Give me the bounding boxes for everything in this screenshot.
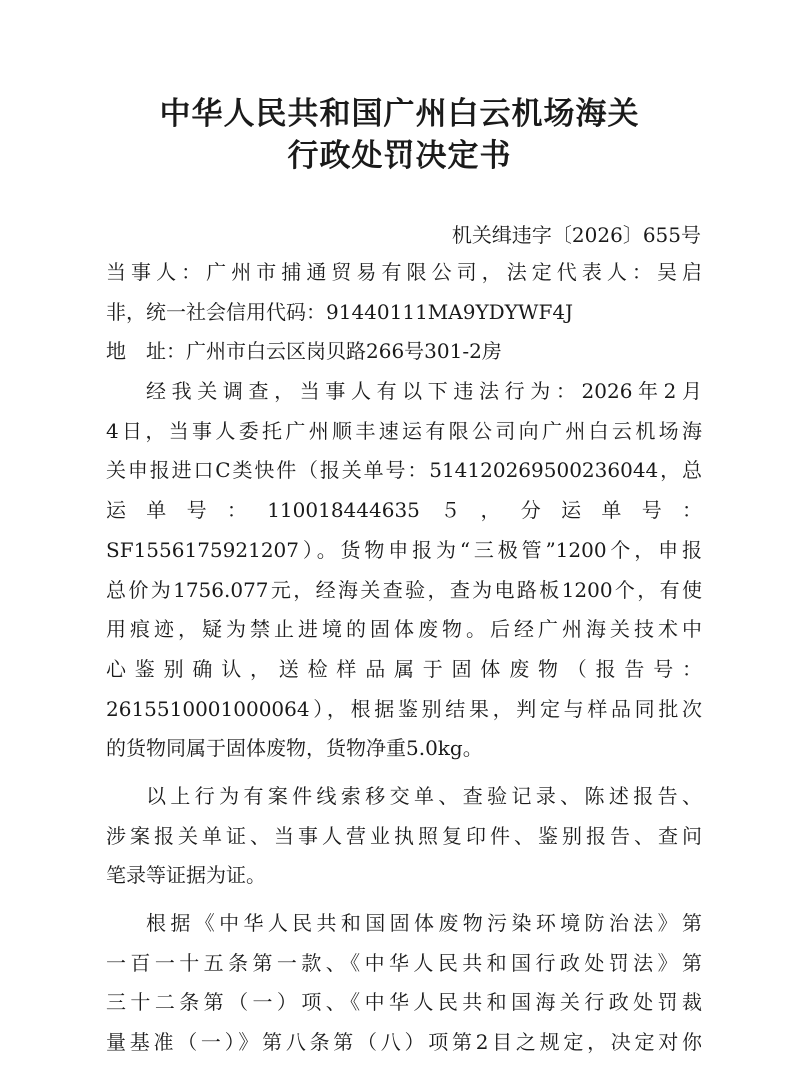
facts-paragraph-line: 总价为1756.077元，经海关查验，查为电路板1200个，有使 bbox=[106, 577, 702, 602]
facts-paragraph-line: 运单号：110018444635５，分运单号： bbox=[106, 498, 702, 523]
evidence-paragraph-line: 以上行为有案件线索移交单、查验记录、陈述报告、 bbox=[146, 783, 702, 808]
party-address-line: 地 址：广州市白云区岗贝路266号301-2房 bbox=[106, 339, 502, 364]
document-number: 机关缉违字〔2026〕655号 bbox=[451, 223, 701, 247]
legal-basis-paragraph-line: 根据《中华人民共和国固体废物污染环境防治法》第 bbox=[146, 911, 702, 935]
facts-paragraph-line: 经我关调查，当事人有以下违法行为：2026年2月 bbox=[146, 379, 702, 404]
facts-paragraph-line: 用痕迹，疑为禁止进境的固体废物。后经广州海关技术中 bbox=[106, 617, 702, 642]
facts-paragraph-line: SF1556175921207）。货物申报为“三极管”1200个，申报 bbox=[106, 537, 702, 562]
legal-basis-paragraph-line: 量基准（一）》第八条第（八）项第2目之规定，决定对你 bbox=[106, 1030, 702, 1055]
facts-paragraph-line: 关申报进口C类快件（报关单号：514120269500236044，总 bbox=[106, 458, 702, 483]
evidence-paragraph-line: 笔录等证据为证。 bbox=[106, 863, 266, 888]
facts-paragraph-line: 2615510001000064），根据鉴别结果，判定与样品同批次 bbox=[106, 696, 702, 721]
legal-basis-paragraph-line: 三十二条第（一）项、《中华人民共和国海关行政处罚裁 bbox=[106, 990, 702, 1015]
legal-basis-paragraph-line: 一百一十五条第一款、《中华人民共和国行政处罚法》第 bbox=[106, 950, 702, 975]
evidence-paragraph-line: 涉案报关单证、当事人营业执照复印件、鉴别报告、查问 bbox=[106, 823, 702, 848]
facts-paragraph-line: 的货物同属于固体废物，货物净重5.0kg。 bbox=[106, 736, 483, 761]
party-credit-code-line: 非，统一社会信用代码：91440111MA9YDYWF4J bbox=[106, 299, 574, 324]
document-title-line2: 行政处罚决定书 bbox=[287, 138, 512, 174]
document-body bbox=[106, 253, 702, 1063]
party-line: 当事人：广州市捕通贸易有限公司，法定代表人：吴启 bbox=[106, 260, 702, 284]
facts-paragraph-line: 4日，当事人委托广州顺丰速运有限公司向广州白云机场海 bbox=[106, 418, 702, 443]
document-title-line1: 中华人民共和国广州白云机场海关 bbox=[159, 96, 640, 132]
facts-paragraph-line: 心鉴别确认，送检样品属于固体废物（报告号： bbox=[106, 656, 702, 681]
